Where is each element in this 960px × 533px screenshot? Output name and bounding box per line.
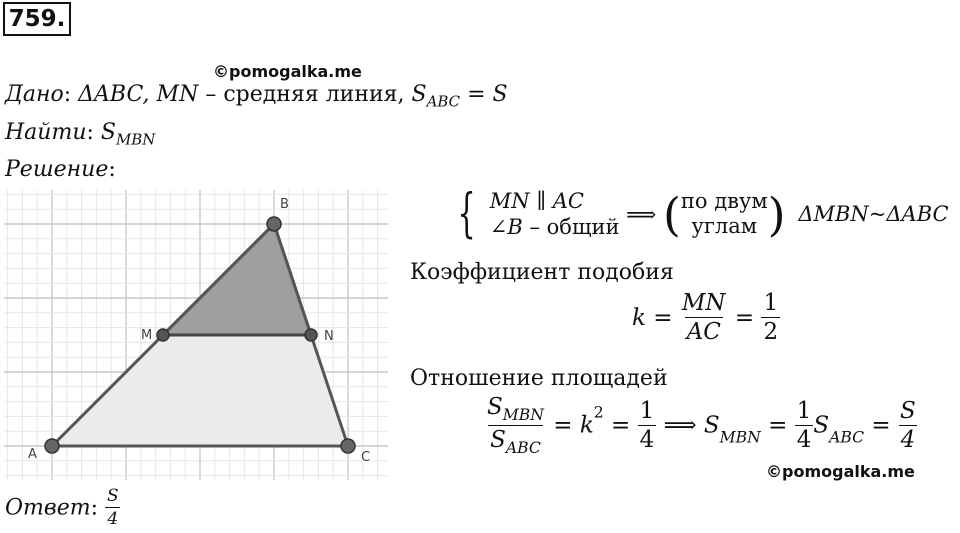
watermark-bottom: ©pomogalka.me [766,462,915,481]
k-den: AC [686,319,721,345]
given-text: – средняя линия, [198,82,412,107]
find-line: Найти: $S_{MBN}$ [5,120,156,149]
area-ratio-label: Отношение площадей [410,366,668,391]
answer-den: 4 [107,509,119,529]
label-m: M [141,328,153,343]
find-label: Найти [5,120,87,145]
label-a: A [28,447,37,462]
k-formula: k = $\frac{MN}{AC}$ = $\frac{1}{2}$ [632,290,779,345]
answer-num: S [107,486,119,506]
label-c: C [361,450,371,465]
k-result-num: 1 [763,290,779,316]
find-area-sub: MBN [116,130,156,149]
label-b: B [280,197,289,212]
answer-line: Ответ: $\frac{S}{4}$ [5,486,119,529]
right-paren: ) [767,187,786,242]
point-a [45,439,59,453]
k-symbol: k = [632,305,680,331]
triangle-diagram [4,190,388,480]
reason-line-1: по двум [680,189,768,214]
similarity-conclusion: ΔMBN~ΔABC [798,202,949,227]
area-formula: $\frac{S_{MBN}}{S_{ABC}}$ = $k^2$ = $\frac{1}{4}$ ⟹ $S_{MBN}$ = $\frac{1}{4}$ $S_{ABC}$ = $\frac{S}{4}$ [487,394,916,457]
system-angle: ∠B [489,215,523,240]
point-c [341,439,355,453]
given-label: Дано [5,82,64,107]
point-b [267,217,281,231]
k-num: MN [681,290,726,316]
ratio-num-s: S [487,394,503,420]
given-line: Дано: ΔABC, MN – средняя линия, $S_{ABC} = S$ [5,82,508,111]
problem-number: 759. [3,2,71,36]
system-line-2: – общий [522,215,620,240]
solution-label: Решение [5,157,109,182]
reason-line-2: углам [691,214,758,239]
implies-arrow-1: ⟹ [626,202,657,227]
point-m [157,329,169,341]
given-area-symbol: S [411,82,427,107]
implies-arrow-2: ⟹ [656,412,704,439]
left-paren: ( [662,187,681,242]
point-n [305,329,317,341]
find-area-symbol: S [100,120,116,145]
watermark-top: ©pomogalka.me [213,62,362,81]
solution-line: Решение: [5,157,116,182]
label-n: N [324,329,334,344]
given-area-sub: ABC [426,92,461,111]
answer-label: Ответ [5,495,91,521]
given-area-rest: = S [460,82,508,107]
given-triangle: ΔABC, MN [78,82,199,107]
left-brace: { [457,184,476,245]
ratio-den-s: S [490,426,506,453]
similarity-system [450,184,949,245]
system-line-1: MN ∥ AC [489,189,584,213]
coefficient-label: Коэффициент подобия [410,260,674,285]
k-result-den: 2 [763,319,779,345]
